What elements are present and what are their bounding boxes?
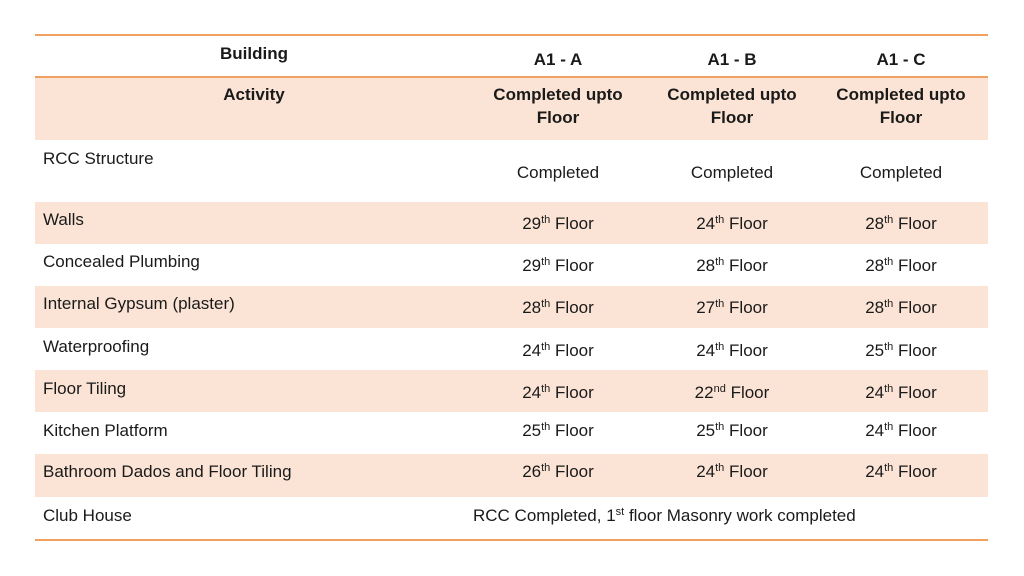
status-cell: [647, 161, 817, 184]
floor-word: Floor: [724, 421, 768, 440]
activity-name: Internal Gypsum (plaster): [43, 294, 235, 313]
activity-name: Floor Tiling: [43, 379, 127, 398]
floor-word: Floor: [893, 298, 937, 317]
floor-word: Floor: [724, 256, 768, 275]
ordinal-suffix: th: [541, 421, 551, 433]
table-bottom-rule: [35, 539, 988, 541]
status-cell: [816, 419, 986, 442]
status-cell: [816, 460, 986, 483]
subheader-row: [35, 78, 988, 140]
floor-number: 24: [696, 462, 716, 481]
club-house-status: [473, 504, 856, 527]
status-cell: [473, 419, 643, 442]
floor-word: Floor: [550, 341, 594, 360]
table-row: [35, 202, 988, 244]
caption-line-1: Completed upto: [667, 85, 797, 104]
caption-line-2: Floor: [536, 108, 580, 127]
status-text: Completed: [859, 163, 943, 182]
status-cell: [647, 212, 817, 235]
ordinal-suffix: th: [884, 256, 894, 268]
floor-number: 24: [696, 214, 716, 233]
status-cell: [473, 339, 643, 362]
table-row: [35, 370, 988, 412]
activity-label: Activity: [223, 85, 285, 104]
floor-number: 28: [865, 298, 885, 317]
floor-word: Floor: [550, 298, 594, 317]
caption-line-1: Completed upto: [836, 85, 966, 104]
floor-word: Floor: [893, 214, 937, 233]
ordinal-suffix: st: [615, 506, 625, 518]
status-cell: [473, 296, 643, 319]
status-cell: [647, 419, 817, 442]
ordinal-suffix: th: [715, 462, 725, 474]
activity-name: Waterproofing: [43, 337, 150, 356]
ordinal-suffix: nd: [713, 383, 726, 395]
club-house-row: [35, 497, 988, 539]
status-cell: [816, 254, 986, 277]
table-row: [35, 412, 988, 454]
activity-name: Concealed Plumbing: [43, 252, 200, 271]
caption-line-2: Floor: [710, 108, 754, 127]
status-text: Completed: [690, 163, 774, 182]
ordinal-suffix: th: [884, 214, 894, 226]
column-a-caption: [473, 83, 643, 129]
floor-word: Floor: [893, 421, 937, 440]
floor-number: 29: [522, 256, 542, 275]
floor-word: Floor: [550, 383, 594, 402]
floor-word: Floor: [724, 341, 768, 360]
floor-word: Floor: [724, 298, 768, 317]
floor-number: 28: [865, 214, 885, 233]
ordinal-suffix: th: [541, 341, 551, 353]
ordinal-suffix: th: [541, 298, 551, 310]
floor-number: 24: [865, 421, 885, 440]
floor-number: 26: [522, 462, 542, 481]
status-cell: [473, 212, 643, 235]
column-b-caption: [647, 83, 817, 129]
activity-name: Club House: [43, 506, 132, 525]
floor-number: 24: [865, 383, 885, 402]
building-label: Building: [220, 44, 288, 63]
status-cell: [647, 339, 817, 362]
activity-name: Bathroom Dados and Floor Tiling: [43, 462, 292, 481]
table-row: [35, 286, 988, 328]
status-cell: [473, 460, 643, 483]
table-row: [35, 328, 988, 370]
activity-name: Walls: [43, 210, 84, 229]
floor-number: 29: [522, 214, 542, 233]
floor-word: Floor: [550, 421, 594, 440]
ordinal-suffix: th: [884, 298, 894, 310]
activity-name: RCC Structure: [43, 149, 154, 168]
building-b-header: A1 - B: [707, 50, 757, 69]
ordinal-suffix: th: [715, 341, 725, 353]
building-a-header: A1 - A: [533, 50, 583, 69]
status-cell: [816, 161, 986, 184]
floor-word: Floor: [550, 214, 594, 233]
status-cell: [647, 460, 817, 483]
ordinal-suffix: th: [541, 256, 551, 268]
ordinal-suffix: th: [884, 462, 894, 474]
floor-word: Floor: [725, 383, 770, 402]
floor-number: 25: [696, 421, 716, 440]
status-cell: [816, 212, 986, 235]
ordinal-suffix: th: [541, 214, 551, 226]
floor-number: 24: [522, 341, 542, 360]
status-suffix: floor Masonry work completed: [624, 506, 856, 525]
status-text: Completed: [516, 163, 600, 182]
status-cell: [473, 254, 643, 277]
status-cell: [473, 381, 643, 404]
ordinal-suffix: th: [715, 214, 725, 226]
table-row: [35, 140, 988, 202]
floor-word: Floor: [724, 214, 768, 233]
column-c-caption: [816, 83, 986, 129]
floor-number: 24: [696, 341, 716, 360]
floor-word: Floor: [893, 383, 937, 402]
caption-line-1: Completed upto: [493, 85, 623, 104]
floor-word: Floor: [893, 256, 937, 275]
status-cell: [647, 381, 817, 404]
status-cell: [647, 254, 817, 277]
ordinal-suffix: th: [715, 421, 725, 433]
floor-number: 24: [522, 383, 542, 402]
status-cell: [473, 161, 643, 184]
table-row: [35, 454, 988, 497]
floor-number: 27: [696, 298, 716, 317]
header-row: [35, 36, 988, 76]
floor-word: Floor: [550, 256, 594, 275]
ordinal-suffix: th: [715, 256, 725, 268]
floor-number: 24: [865, 462, 885, 481]
table-row: [35, 244, 988, 286]
floor-word: Floor: [893, 341, 937, 360]
floor-word: Floor: [724, 462, 768, 481]
ordinal-suffix: th: [884, 383, 894, 395]
floor-number: 28: [696, 256, 716, 275]
status-cell: [816, 339, 986, 362]
floor-number: 22: [694, 383, 714, 402]
status-cell: [647, 296, 817, 319]
ordinal-suffix: th: [541, 383, 551, 395]
floor-number: 25: [522, 421, 542, 440]
ordinal-suffix: th: [541, 462, 551, 474]
status-cell: [816, 381, 986, 404]
ordinal-suffix: th: [884, 341, 894, 353]
floor-number: 25: [865, 341, 885, 360]
floor-word: Floor: [550, 462, 594, 481]
building-c-header: A1 - C: [876, 50, 926, 69]
status-prefix: RCC Completed, 1: [473, 506, 616, 525]
floor-number: 28: [865, 256, 885, 275]
ordinal-suffix: th: [715, 298, 725, 310]
caption-line-2: Floor: [879, 108, 923, 127]
ordinal-suffix: th: [884, 421, 894, 433]
floor-word: Floor: [893, 462, 937, 481]
status-cell: [816, 296, 986, 319]
activity-name: Kitchen Platform: [43, 421, 168, 440]
floor-number: 28: [522, 298, 542, 317]
